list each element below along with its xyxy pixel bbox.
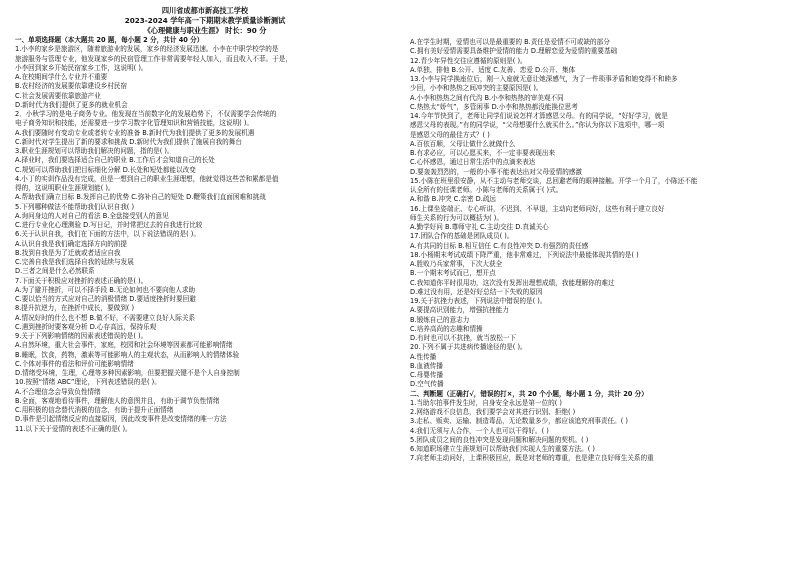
question-line: 旅游服务与管理专业，他发现家乡的民宿管理工作非常需要年轻人加入，而且收入不菲。于是， — [15, 54, 292, 63]
question-line: D.事件是引起情绪反应的直接原因，因此改变事件是改变情绪的唯一方法 — [15, 415, 227, 424]
question-line: 6.知道职场建立生涯规划可以帮助我们实现人生的重要方法。( ) — [410, 445, 595, 453]
question-line: C.完善自我是我们选择自我的延续与发展 — [15, 258, 134, 266]
question-line: C.心怀感恩，通过日常生活中的点滴来表达 — [410, 158, 536, 167]
question-line: 4.小丁的实训作品没有完成，但是一想到自己的职业生涯理想，他就觉得这些苦和累都是值 — [15, 174, 279, 183]
question-line: D.情绪受环境，生理，心理等多种因素影响，但要把握关键不是个人自身控制 — [15, 369, 240, 377]
question-line: C.用积极的信念替代消极的信念，有助于提升正面情绪 — [15, 406, 174, 414]
question-line: C.新时代对学生提出了新的要求和挑战 D.新时代为我们提供了施展自我的舞台 — [15, 137, 242, 146]
question-line: 14.今年节快到了，老师让同学们说说怎样才算感恩父母。有的同学说，“好好学习，就是 — [410, 112, 668, 120]
question-line: 15.小陈在班里很安静，从不主动与老师交谈，总回避老师的眼神接触。开学一个月了，小陈还不能 — [410, 176, 698, 185]
question-line: 11.以下关于爱情的表述不正确的是( )。 — [15, 424, 132, 433]
question-line: 2.网络游戏不良信息，我们要学会对其进行识别、拒绝( ) — [410, 408, 576, 416]
question-line: A.有共同的目标 B.相互信任 C.有良性冲突 D.有强烈的责任感 — [410, 241, 589, 250]
question-line: B.血液传播 — [410, 361, 443, 370]
question-line: 是感恩父母的最佳方式？( ) — [410, 130, 490, 139]
question-line: 17.团队合作的基础是团队成员( )。 — [410, 232, 514, 241]
question-line: A.在校期间学什么专业并不重要 — [15, 73, 108, 81]
question-line: C.母婴传播 — [410, 371, 444, 379]
question-line: 1.当助尔拍事件发生时，自身安全永远是第一位的( ) — [410, 398, 562, 407]
question-line: A.询问身边的人对自己的看法 B.全盘接受别人的意见 — [15, 211, 169, 220]
question-line: 12.青少年异性交往应遵循的原则是( )。 — [410, 56, 527, 65]
question-line: 小李回到家乡开始民宿家乡工作，这说明( )。 — [15, 63, 148, 72]
question-line: C.进行专业化心理测验 D.写日记，并时常把过去的自我进行比较 — [15, 221, 203, 229]
question-line: 9.关于下列影响情绪的因素表述错误的是( )。 — [15, 332, 148, 340]
question-line: 13.小李与同学换座位后，刚一入座就无意让她深感气，为了一件琐事矛盾和她变得不和睦多 — [410, 75, 678, 83]
question-line: A.我们要随时有变动专业或者转专业的准备 B.新时代为我们提供了更多的发展机遇 — [15, 128, 255, 137]
question-line: 得的，这说明职业生涯规划能( )。 — [15, 184, 115, 192]
question-line: 7.向老师主动问好，上课积极回应，既是对老师的尊重，也是建立良好师生关系的重 — [410, 454, 654, 463]
question-line: 师生关系的行为可以概括为( )。 — [410, 213, 503, 222]
question-line: A.帮助我们确立目标 B.发挥自己的优势 C.弥补自己的短处 D.鞭策我们直面困难和挑战 — [15, 193, 266, 202]
question-line: D.有时也可以不抗挫，就当放松一下 — [410, 334, 517, 342]
question-line: 一、单项选择题（本大题共 20 题，每小题 2 分，共计 40 分） — [15, 36, 204, 44]
question-line: 7.下面关于积极应对挫折的表述正确的是( )。 — [15, 276, 148, 285]
question-line: B.找到自我是为了迁就或者适应自我 — [15, 248, 121, 257]
question-line: 16.上课坐姿端正、专心听讲，不迟到、不早退，主动向老师问好，这些有利于建立良好 — [410, 204, 665, 213]
question-line: B.农村经济的发展要依靠建设乡村民宿 — [15, 82, 128, 91]
question-line: 20.下列不属于共进病传播途径的是( )。 — [410, 343, 527, 352]
question-line: A.自然环境，重大社会事件，家庭，校园和社会环境等因素都可能影响情绪 — [15, 341, 233, 350]
question-line: D.新时代为我们提供了更多的就业机会 — [15, 100, 128, 109]
question-line: 5.团队成员之间的良性冲突是发现问题和解决问题的契机。( ) — [410, 435, 589, 444]
question-line: D.空气传播 — [410, 380, 444, 389]
question-line: B.睡眠，饮食，药物，激素等可能影响人的主观状态，从而影响人的情绪体验 — [15, 350, 240, 359]
school-name: 四川省成都市新高技工学校 — [161, 6, 249, 15]
question-line: A.认识自我是我们确定选择方向的前提 — [15, 239, 127, 248]
question-line: B.有求必应，可以心愿买来，不一定非要表现出来 — [410, 149, 556, 157]
question-line: C.我知道你平时很用功，这次没有发挥出理想成绩，我能理解你的难过 — [410, 278, 615, 287]
question-line: A.择业时，我们要选择适合自己的职业 B.工作后才会知道自己的长处 — [15, 156, 215, 165]
question-line: A.在学生时期，爱情也可以是最重要的 B.责任是爱情不可或缺的部分 — [410, 38, 610, 46]
question-line: A.百依百顺，父母让做什么就做什么 — [410, 139, 516, 148]
question-line: C.培养高尚的志趣和情操 — [410, 324, 483, 333]
question-line: C.拥有美好爱情需要具备维护爱情的能力 D.理解恋爱为爱情的重要基础 — [410, 47, 618, 56]
question-line: 6.关于认识自我，我们在下面的方法中，以下说法错误的是( )。 — [15, 230, 200, 239]
question-line: C.社会发展需要依靠旅游产业 — [15, 91, 101, 100]
left-column — [15, 36, 385, 434]
question-line: 10.按照“情绪 ABC”理论，下列表述错误的是( )。 — [15, 378, 161, 387]
question-line: 18.小杨期末考试成绩下降严重，他非常难过，下列说法中最能体现共情的是( ) — [410, 250, 639, 259]
question-line: A.情况好时的什么也不想 B.做不好，不需要建立良好人际关系 — [15, 313, 196, 322]
question-line: A.单独、排他 B.公开、适度 C.友善、恋爱 D.公开、集体 — [410, 65, 576, 74]
right-column — [410, 38, 782, 464]
question-line: A.要提高识别能力，增强抗挫能力 — [410, 306, 509, 315]
question-line: 5.下列哪种做法不能帮助我们认识自我( ) — [15, 202, 135, 211]
question-line: C.要以恰当的方式应对自己的消极情绪 D.要适度挫折时要回避 — [15, 295, 196, 303]
question-line: 8.提升抗逆力，在挫折中成长，要做到( ) — [15, 304, 135, 313]
question-line: 4.我们无须与人合作，一个人也可以干得好。( ) — [410, 426, 549, 435]
question-line: 3.走私、贩卖、运输、制造毒品，无论数量多少，都应该追究刑事责任。( ) — [410, 417, 628, 426]
exam-subtitle: 《心理健康与职业生涯》 时长：90 分 — [143, 26, 267, 35]
question-line: D.难过没有用，还是好好总结一下失败的原因 — [410, 287, 543, 296]
exam-title: 2023-2024 学年高一下期期末教学质量诊断测试 — [124, 16, 286, 25]
question-line: A.勤学好问 B.尊师守礼 C.主动交往 D.真诚关心 — [410, 223, 549, 231]
question-line: A.小李和热热之间有代沟 B.小李和热热的审美观不同 — [410, 93, 564, 102]
question-line: C.遇到挫折时要客观分析 D.心存高远，保持乐观 — [15, 322, 157, 331]
question-line: D.三者之间是什么必然联系 — [15, 267, 95, 276]
question-line: A.和谐 B.冲突 C.亲密 D.疏远 — [410, 195, 497, 204]
question-line: 认全所有的任课老师。小陈与老师的关系属于( )式。 — [410, 186, 563, 194]
question-line: C.规划可以帮助我们把目标细化分解 D.长处和短处都能以改变 — [15, 165, 196, 174]
question-line: C.个体对事件的看法和评价可能影响情绪 — [15, 359, 134, 368]
question-line: 1.小李的家乡是旅游区，随着旅游业的发展，家乡的经济发展迅速。小李在中职学校学的是 — [15, 45, 279, 54]
question-line: A.胜败乃兵家常事，下次大获全 — [410, 260, 503, 268]
question-line: 3.职业生涯规划可以帮助我们解决的问题，指的是( )。 — [15, 147, 174, 155]
question-line: 感恩父母的表现。”有的同学说，“父母想要什么就买什么。”你认为你以下选项中，哪一项 — [410, 121, 665, 130]
question-line: A.性传播 — [410, 352, 437, 361]
question-line: B.全面，客观地看待事件，理解他人的意图并且，有助于调节负性情绪 — [15, 396, 220, 405]
question-line: B.锻炼自己的意志力 — [410, 315, 470, 324]
question-line: 二、判断题（正确打√，错误的打×，共 20 个小题，每小题 1 分，共计 20 分） — [410, 389, 648, 398]
question-line: 电子商务知识和技能，还需要进一步学习数字化管理知识和营销技能，这说明( )。 — [15, 119, 254, 128]
question-line: 少回，小李和热热之间冲突的主要原因是( )。 — [410, 84, 543, 93]
question-line: D.要轰轰烈烈的，一般的小事不能表达出对父母爱情的感激 — [410, 167, 583, 176]
question-line: A.为了避开挫折，可以不择手段 B.无论如何也不要向他人求助 — [15, 285, 196, 294]
question-line: B.一个期末考试而已，想开点 — [410, 269, 496, 278]
question-line: 19.关于抗挫力表述，下列说法中错误的是( )。 — [410, 297, 547, 305]
question-line: A.不合理信念会导致负性情绪 — [15, 387, 101, 396]
question-line: C.热热太“娇气”，多管闲事 D.小李和热热都没能换位思考 — [410, 102, 578, 111]
question-line: 2．小秋学习的是电子商务专业。他发现在当前数字化的发展趋势下，不仅需要学会传统的 — [15, 110, 277, 118]
